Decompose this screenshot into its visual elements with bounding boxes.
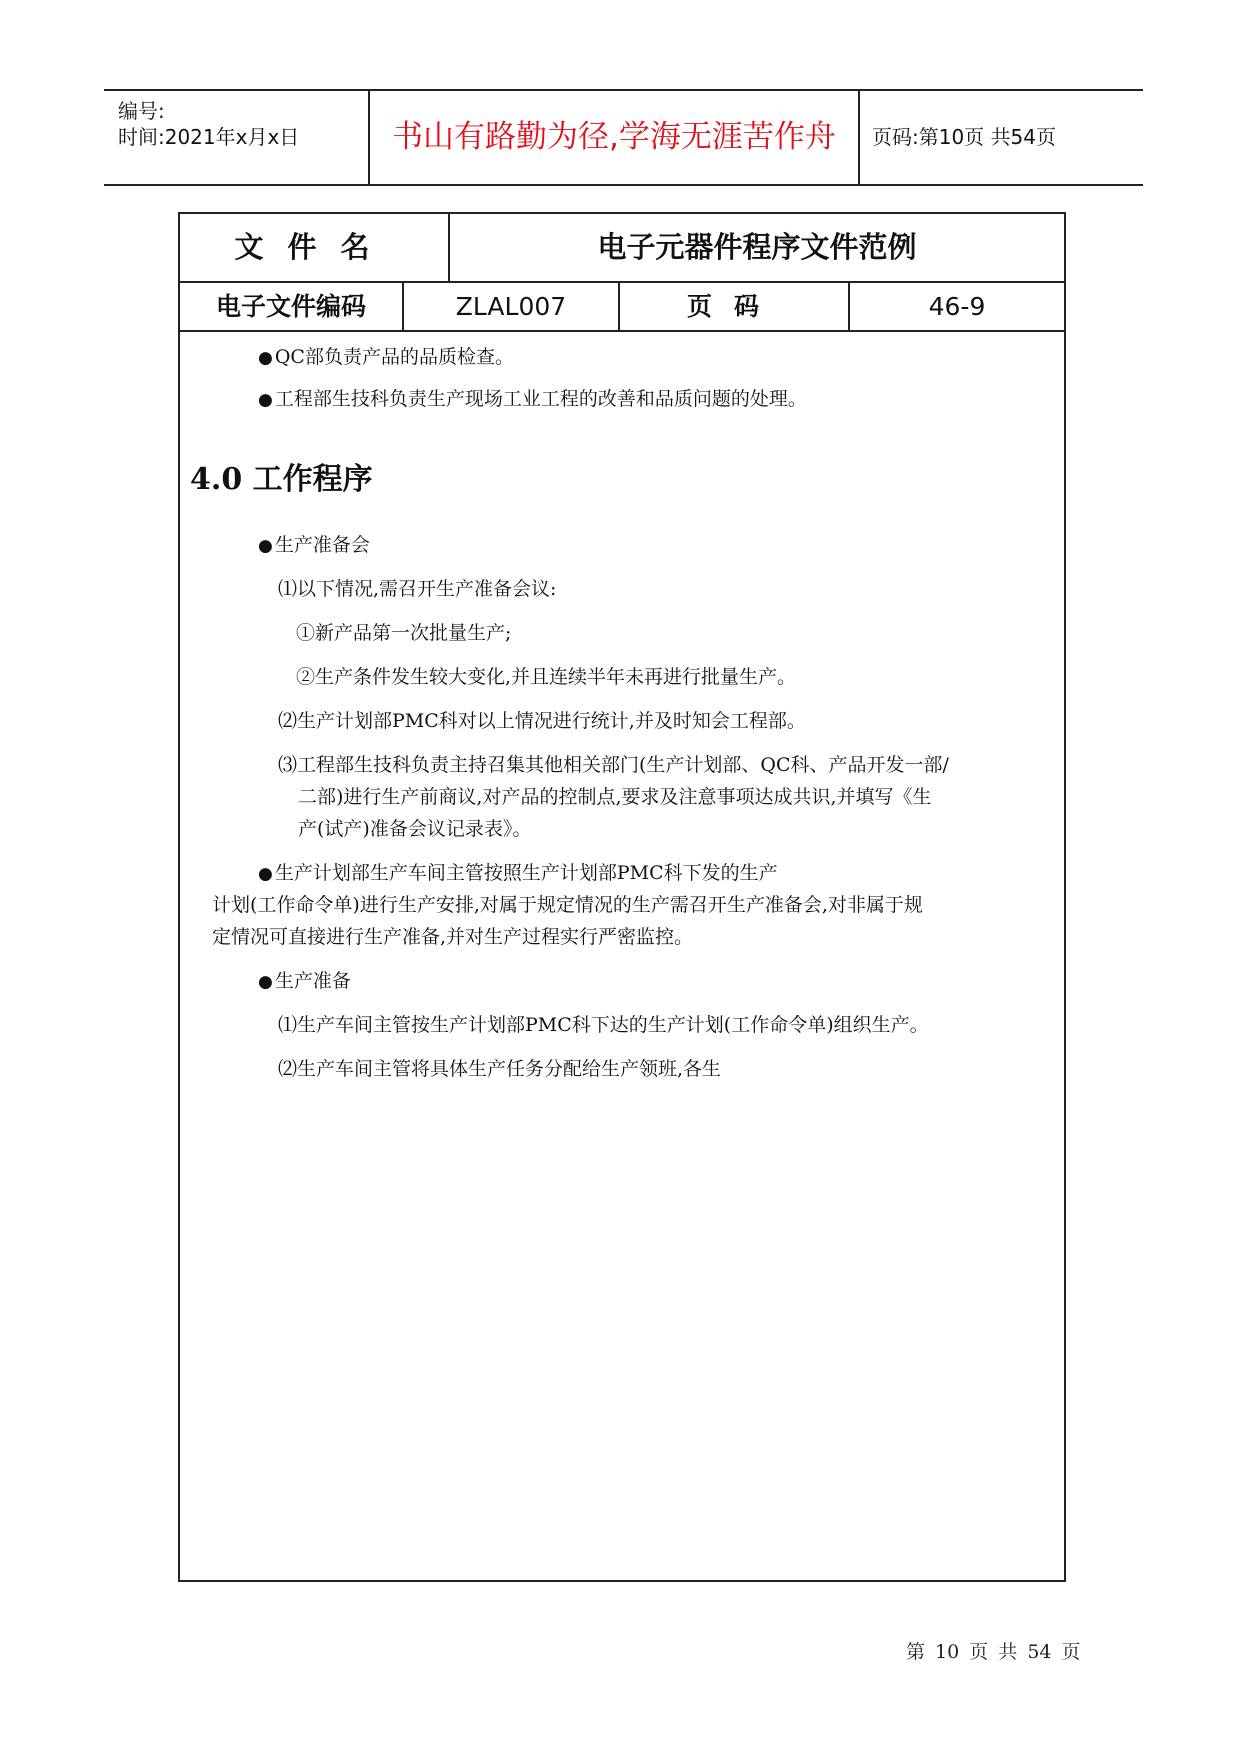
bullet-engineering: ● 工程部生技科负责生产现场工业工程的改善和品质问题的处理。 bbox=[258, 384, 807, 411]
page-label: 页码 bbox=[620, 283, 850, 330]
list-item: ⑶工程部生技科负责主持召集其他相关部门(生产计划部、QC科、产品开发一部/ bbox=[278, 754, 949, 776]
paragraph-continuation: 计划(工作命令单)进行生产安排,对属于规定情况的生产需召开生产准备会,对非属于规 bbox=[212, 894, 923, 916]
header-motto: 书山有路勤为径,学海无涯苦作舟 bbox=[370, 91, 860, 184]
header-page-number: 页码:第10页 共54页 bbox=[872, 125, 1056, 149]
page-header bbox=[104, 89, 1143, 186]
list-item: ①新产品第一次批量生产; bbox=[296, 622, 512, 644]
header-meta bbox=[104, 91, 370, 184]
bullet-qc: ● QC部负责产品的品质检查。 bbox=[258, 342, 514, 369]
list-item-continuation: 二部)进行生产前商议,对产品的控制点,要求及注意事项达成共识,并填写《生 bbox=[298, 786, 932, 808]
time-text: 时间:2021年x月x日 bbox=[118, 125, 300, 149]
code-row bbox=[180, 283, 1064, 332]
serial-label: 编号: bbox=[118, 99, 165, 123]
list-item: ⑵生产车间主管将具体生产任务分配给生产领班,各生 bbox=[278, 1058, 722, 1080]
file-name-value: 电子元器件程序文件范例 bbox=[597, 230, 917, 264]
code-label: 电子文件编码 bbox=[180, 283, 404, 330]
bullet-plan: ● 生产计划部生产车间主管按照生产计划部PMC科下发的生产 bbox=[258, 858, 778, 885]
paragraph-continuation: 定情况可直接进行生产准备,并对生产过程实行严密监控。 bbox=[212, 926, 694, 948]
list-item: ②生产条件发生较大变化,并且连续半年未再进行批量生产。 bbox=[296, 666, 797, 688]
list-item: ⑴以下情况,需召开生产准备会议: bbox=[278, 578, 557, 600]
document-frame bbox=[178, 212, 1066, 1582]
section-title: 4.0 工作程序 bbox=[190, 462, 373, 497]
list-item: ⑵生产计划部PMC科对以上情况进行统计,并及时知会工程部。 bbox=[278, 710, 806, 732]
bullet-preparation: ● 生产准备 bbox=[258, 966, 351, 993]
title-row bbox=[180, 214, 1064, 283]
list-item: ⑴生产车间主管按生产计划部PMC科下达的生产计划(工作命令单)组织生产。 bbox=[278, 1014, 929, 1036]
file-name-label: 文件名 bbox=[180, 214, 450, 281]
bullet-meeting: ● 生产准备会 bbox=[258, 530, 370, 557]
footer-page-number: 第 10 页 共 54 页 bbox=[906, 1641, 1081, 1663]
list-item-continuation: 产(试产)准备会议记录表》。 bbox=[298, 818, 532, 840]
code-value: ZLAL007 bbox=[404, 283, 620, 330]
page-value: 46-9 bbox=[928, 292, 986, 321]
